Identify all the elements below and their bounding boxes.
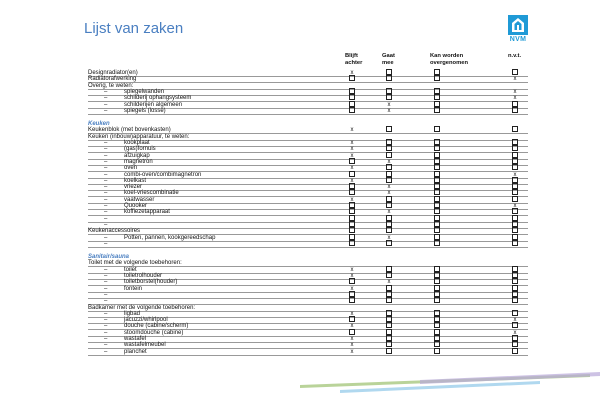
item-label: kookplaat (124, 140, 150, 146)
checkbox-checked[interactable]: x (350, 323, 354, 330)
list-dash: – (104, 310, 108, 317)
item-label: koffiezetapparaat (124, 209, 170, 216)
list-dash: – (104, 291, 108, 298)
column-header-line: Kan worden (430, 53, 464, 59)
item-label: Keuken (inbouw)apparatuur, te weten: (88, 133, 190, 140)
item-label: Keukenaccessoires (88, 228, 141, 235)
item-label: Badkamer met de volgende toebehoren: (88, 304, 196, 311)
checkbox-checked[interactable]: x (387, 279, 391, 286)
nvm-logo-icon (508, 15, 528, 35)
item-label: spiegels (losse) (124, 107, 166, 114)
list-dash: – (104, 342, 108, 349)
item-label: spiegelwanden (124, 88, 165, 95)
nvm-logo (504, 15, 532, 43)
checkbox-checked[interactable]: x (350, 127, 354, 134)
row-divider (88, 247, 528, 248)
list-dash: – (104, 107, 108, 114)
item-label: afzuigkap (124, 152, 150, 159)
column-header-1 (345, 53, 362, 66)
checkbox-checked[interactable]: x (350, 348, 354, 355)
checkbox-checked[interactable]: x (513, 95, 517, 102)
checkbox-checked[interactable]: x (350, 336, 354, 342)
section-heading (88, 254, 528, 260)
list-dash: – (104, 88, 108, 95)
item-label: koel-vriescombinatie (124, 190, 179, 197)
column-header-line: Blijft (345, 53, 358, 59)
item-label: Sanitair/sauna (88, 254, 130, 261)
item-label: jacuzzi/whirlpool (124, 317, 168, 324)
checkbox-checked[interactable]: x (513, 88, 517, 95)
checkbox-checked[interactable]: x (350, 273, 354, 279)
column-header-line: n.v.t. (508, 53, 522, 59)
checkbox-checked[interactable]: x (387, 209, 391, 216)
item-label: vriezer (124, 184, 143, 191)
checkbox-checked[interactable]: x (513, 329, 517, 336)
section-heading (88, 121, 528, 127)
item-label: combi-oven/combimagnetron (124, 171, 202, 178)
list-dash: – (104, 221, 108, 228)
checkbox-checked[interactable]: x (387, 190, 391, 197)
list-dash: – (104, 329, 108, 336)
list-dash: – (104, 165, 108, 172)
list-dash: – (104, 285, 108, 292)
item-label: toiletrolhouder (124, 273, 163, 279)
item-label: wastafelmeubel (124, 342, 166, 349)
item-label: douche (cabine/scherm) (124, 323, 189, 330)
item-label: wastafel (124, 336, 147, 342)
list-dash: – (104, 317, 108, 324)
checkbox-checked[interactable]: x (350, 310, 354, 317)
checkbox-checked[interactable]: x (350, 165, 354, 172)
logo-text: NVM (509, 36, 527, 43)
list-dash: – (104, 209, 108, 216)
checkbox-checked[interactable]: x (513, 203, 517, 209)
list-dash: – (104, 101, 108, 108)
item-label: toilet (124, 266, 137, 273)
item-label: Quooker (124, 203, 148, 209)
list-dash: – (104, 158, 108, 165)
list-dash: – (104, 279, 108, 286)
list-dash: – (104, 196, 108, 203)
checkbox-checked[interactable]: x (387, 184, 391, 191)
list-dash: – (104, 298, 108, 305)
item-label: Radiatorafwerking (88, 76, 137, 83)
item-label: schilderij ophangsysteem (124, 95, 192, 102)
checkbox-checked[interactable]: x (387, 101, 391, 108)
column-header-line: mee (382, 59, 394, 66)
item-label: Designradiator(en) (88, 70, 138, 76)
item-label: schilderijen algemeen (124, 101, 183, 108)
column-header-3 (430, 53, 468, 66)
list-dash: – (104, 171, 108, 178)
item-label: Keukenblok (met bovenkasten) (88, 127, 171, 134)
item-label: stoomdouche (cabine) (124, 329, 184, 336)
item-label: (gas)fornuis (124, 146, 156, 153)
list-dash: – (104, 203, 108, 209)
list-dash: – (104, 95, 108, 102)
item-label: Keuken (88, 121, 110, 128)
checkbox-checked[interactable]: x (350, 285, 354, 292)
item-label: fontein (124, 285, 143, 292)
column-header-line: Gaat (382, 53, 395, 59)
list-dash: – (104, 190, 108, 197)
list-dash: – (104, 215, 108, 222)
checkbox-checked[interactable]: x (387, 107, 391, 114)
page-title: Lijst van zaken (84, 20, 184, 37)
checkbox-checked[interactable]: x (350, 177, 354, 184)
list-dash: – (104, 146, 108, 153)
list-dash: – (104, 140, 108, 146)
item-label: ligbad (124, 310, 141, 317)
checkbox-checked[interactable]: x (513, 317, 517, 324)
item-label: Overig, te weten: (88, 82, 134, 89)
list-dash: – (104, 184, 108, 191)
checkbox-checked[interactable]: x (350, 196, 354, 203)
checkbox-checked[interactable]: x (513, 76, 517, 83)
list-dash: – (104, 240, 108, 247)
row-divider (88, 355, 528, 356)
item-label: Potten, pannen, kookgereedschap (124, 234, 216, 241)
list-dash: – (104, 152, 108, 159)
item-label: vaatwasser (124, 196, 155, 203)
checkbox-checked[interactable]: x (350, 70, 354, 76)
list-dash: – (104, 266, 108, 273)
row-divider (88, 114, 528, 115)
list-dash: – (104, 273, 108, 279)
item-label: planchet (124, 348, 147, 355)
checkbox-checked[interactable]: x (350, 266, 354, 273)
checkbox-checked[interactable]: x (350, 146, 354, 153)
checkbox-checked[interactable]: x (350, 342, 354, 349)
item-label: magnetron (124, 158, 153, 165)
checkbox-checked[interactable]: x (387, 234, 391, 241)
item-label: Toilet met de volgende toebehoren: (88, 260, 182, 267)
item-label: koelkast (124, 177, 147, 184)
list-dash: – (104, 323, 108, 330)
column-header-4 (508, 53, 521, 60)
checkbox-checked[interactable]: x (350, 152, 354, 159)
item-label: oven (124, 165, 138, 172)
checkbox-checked[interactable]: x (387, 158, 391, 165)
list-dash: – (104, 348, 108, 355)
list-dash: – (104, 177, 108, 184)
item-label: toiletborstel(houder) (124, 279, 178, 286)
column-header-line: achter (345, 59, 363, 66)
list-dash: – (104, 234, 108, 241)
list-dash: – (104, 336, 108, 342)
checkbox-checked[interactable]: x (513, 171, 517, 178)
column-header-2 (382, 53, 395, 66)
checkbox-checked[interactable]: x (350, 140, 354, 146)
column-header-line: overgenomen (430, 59, 469, 66)
